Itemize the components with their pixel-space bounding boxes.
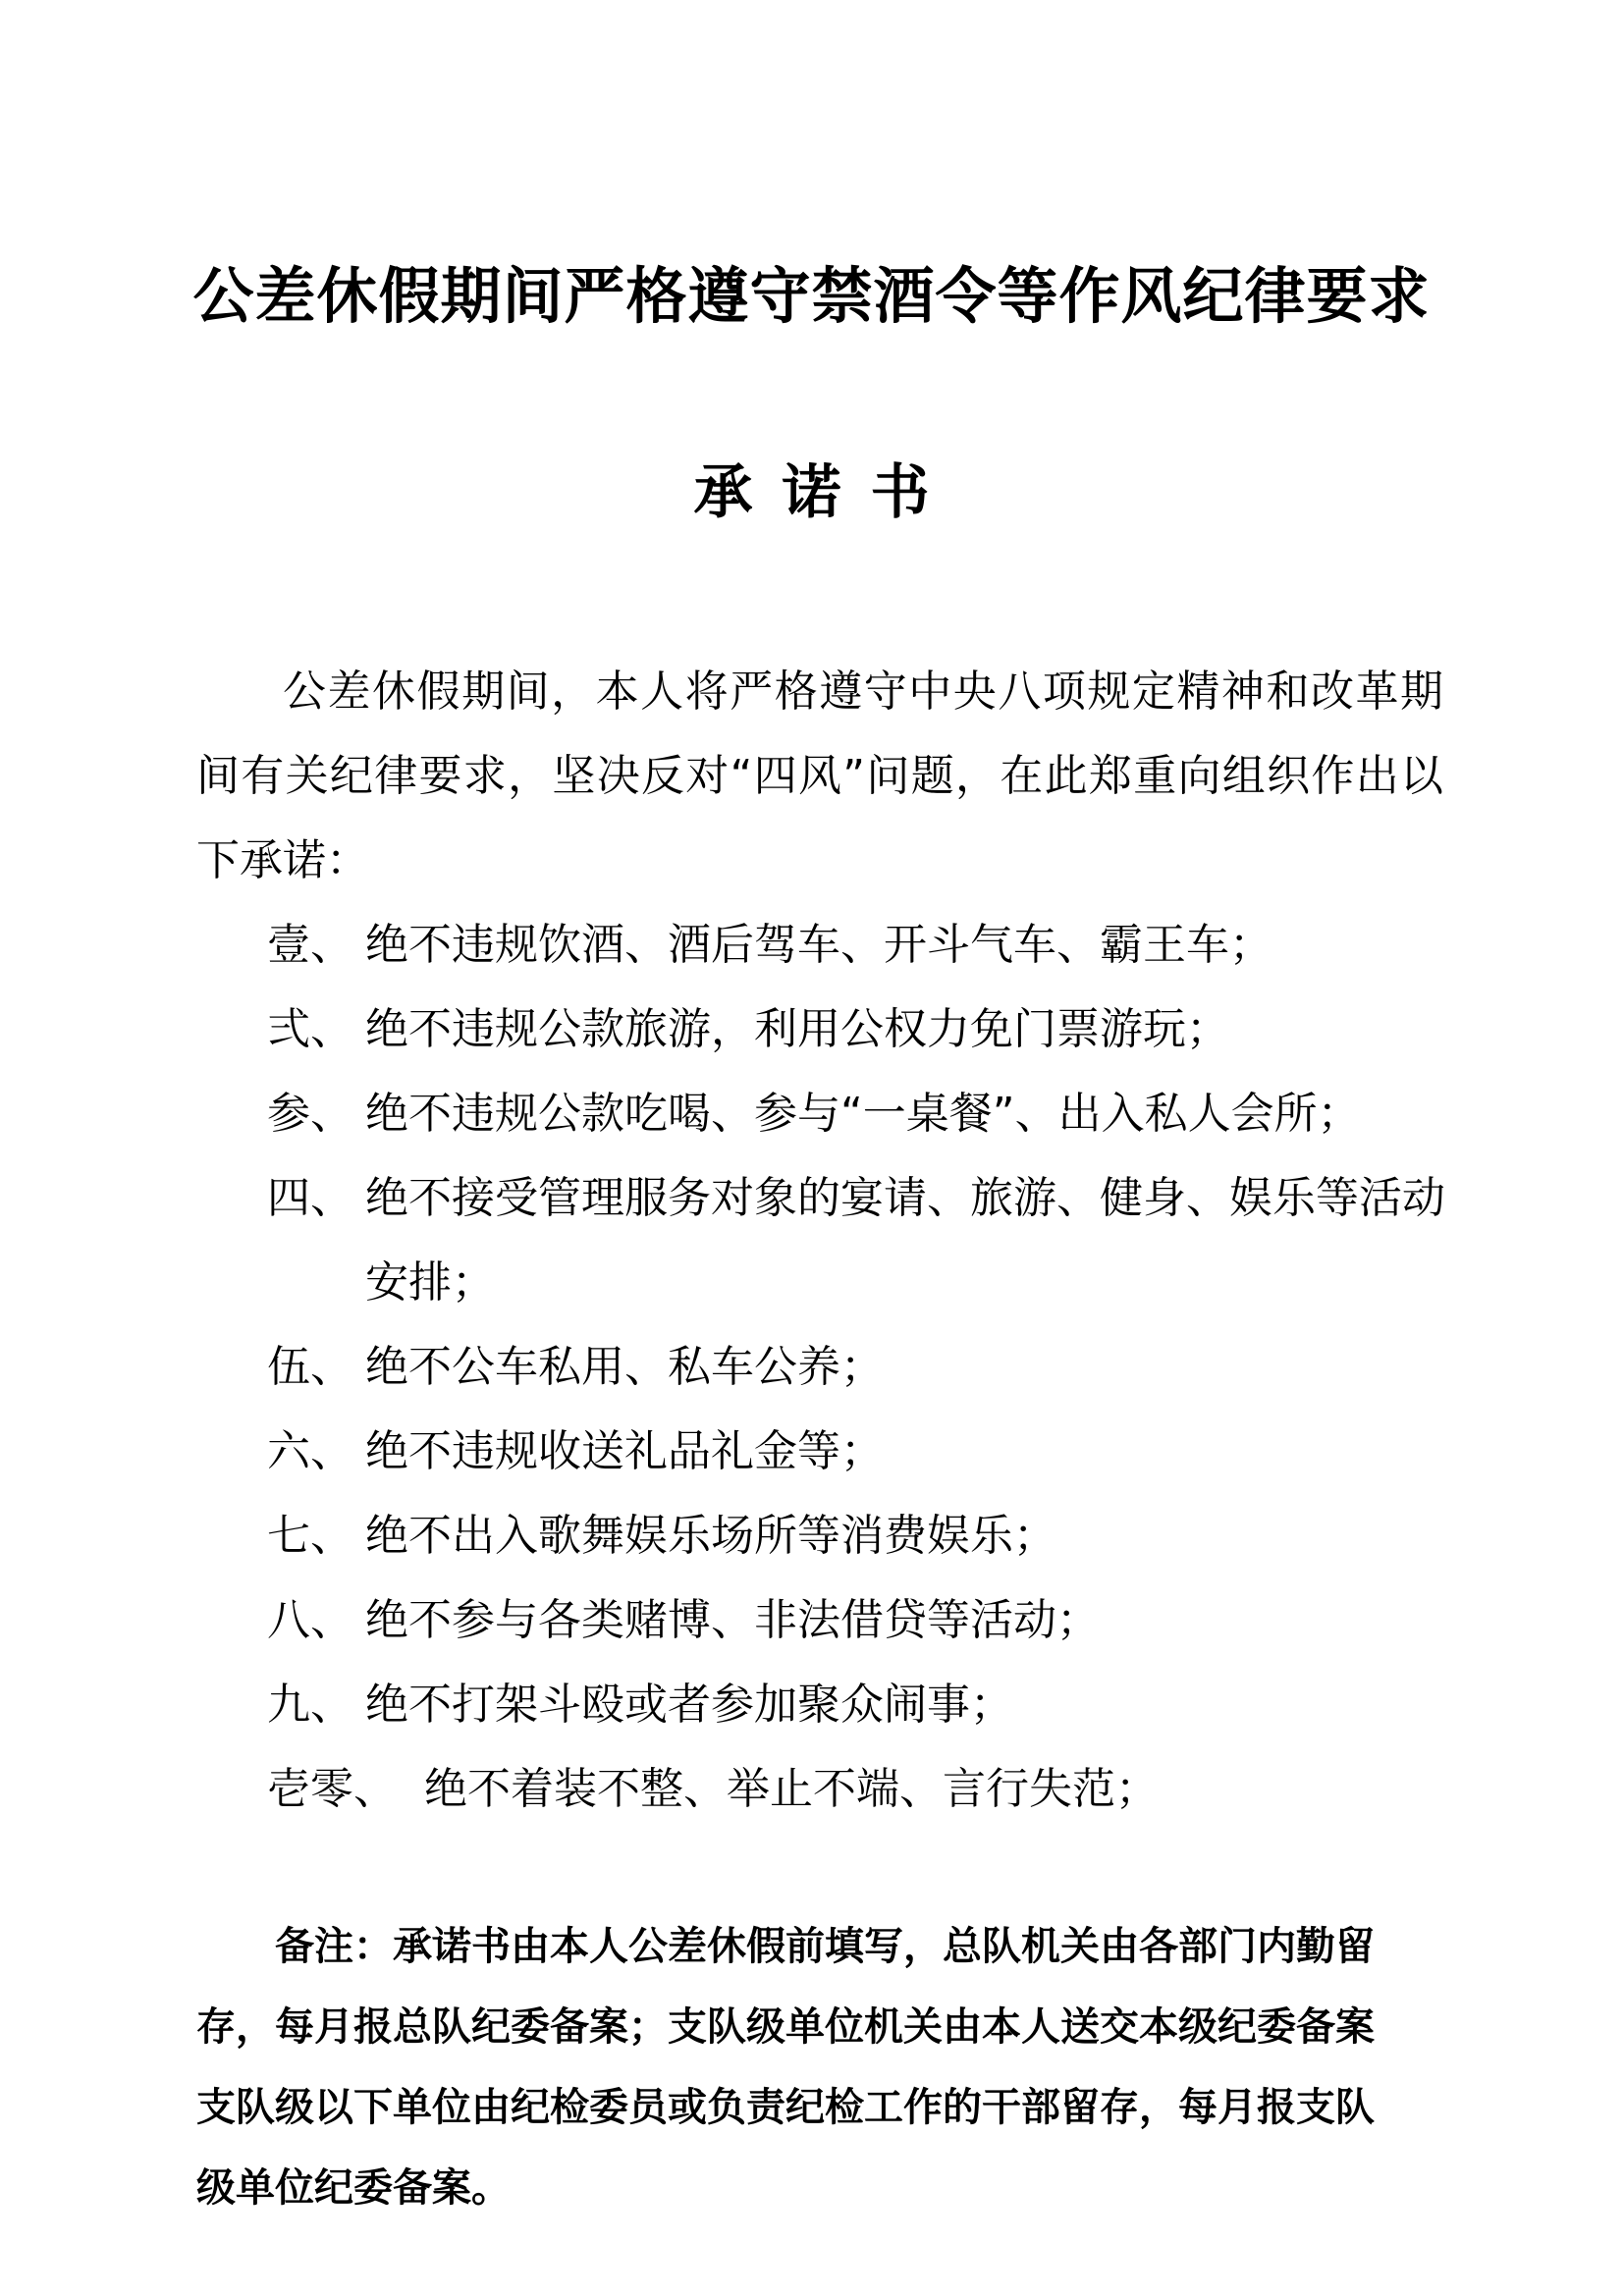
- commitment-item: [267, 1747, 1445, 1832]
- item-text: 绝不接受管理服务对象的宴请、旅游、健身、娱乐等活动安排；: [365, 1173, 1445, 1308]
- item-number: 壹、: [267, 920, 353, 970]
- item-number: 八、: [267, 1595, 353, 1645]
- item-number: 壱零、: [267, 1764, 397, 1814]
- item-number: 参、: [267, 1089, 353, 1139]
- item-number: 六、: [267, 1426, 353, 1476]
- item-text: 绝不打架斗殴或者参加聚众闹事；: [365, 1680, 1013, 1730]
- item-text: 绝不违规公款吃喝、参与“一桌餐”、出入私人会所；: [365, 1089, 1361, 1139]
- item-number: 四、: [267, 1173, 353, 1223]
- remark-note: 备注：承诺书由本人公差休假前填写，总队机关由各部门内勤留存，每月报总队纪委备案；支队级单位机关由本人送交本级纪委备案支队级以下单位由纪检委员或负责纪检工作的干部留存，每月报支队级单位纪委备案。: [196, 1924, 1375, 2211]
- commitment-item: [267, 1578, 1445, 1663]
- item-text: 绝不违规饮酒、酒后驾车、开斗气车、霸王车；: [365, 920, 1272, 970]
- item-text: 绝不着装不整、举止不端、言行失范；: [424, 1764, 1159, 1814]
- item-text: 绝不参与各类赌博、非法借贷等活动；: [365, 1595, 1100, 1645]
- document-title: 公差休假期间严格遵守禁酒令等作风纪律要求: [192, 260, 1431, 332]
- item-number: 九、: [267, 1680, 353, 1730]
- item-text: 绝不违规收送礼品礼金等；: [365, 1426, 884, 1476]
- commitment-item: [267, 903, 1445, 988]
- commitment-item: [267, 1325, 1445, 1410]
- item-text: 绝不公车私用、私车公养；: [365, 1342, 884, 1392]
- item-number: 伍、: [267, 1342, 353, 1392]
- commitment-item: [267, 988, 1445, 1072]
- item-text: 绝不出入歌舞娱乐场所等消费娱乐；: [365, 1511, 1056, 1561]
- commitment-item: [267, 1663, 1445, 1747]
- intro-paragraph: 公差休假期间，本人将严格遵守中央八项规定精神和改革期间有关纪律要求，坚决反对“四风”问题，在此郑重向组织作出以下承诺：: [196, 667, 1443, 885]
- commitment-item: [267, 1072, 1445, 1156]
- item-number: 弍、: [267, 1004, 353, 1054]
- commitment-item: [267, 1156, 1445, 1325]
- item-text: 绝不违规公款旅游，利用公权力免门票游玩；: [365, 1004, 1229, 1054]
- document-subtitle: 承诺书: [693, 458, 959, 527]
- commitment-item: [267, 1410, 1445, 1494]
- commitment-list: [267, 903, 1445, 1832]
- item-number: 七、: [267, 1511, 353, 1561]
- commitment-item: [267, 1494, 1445, 1578]
